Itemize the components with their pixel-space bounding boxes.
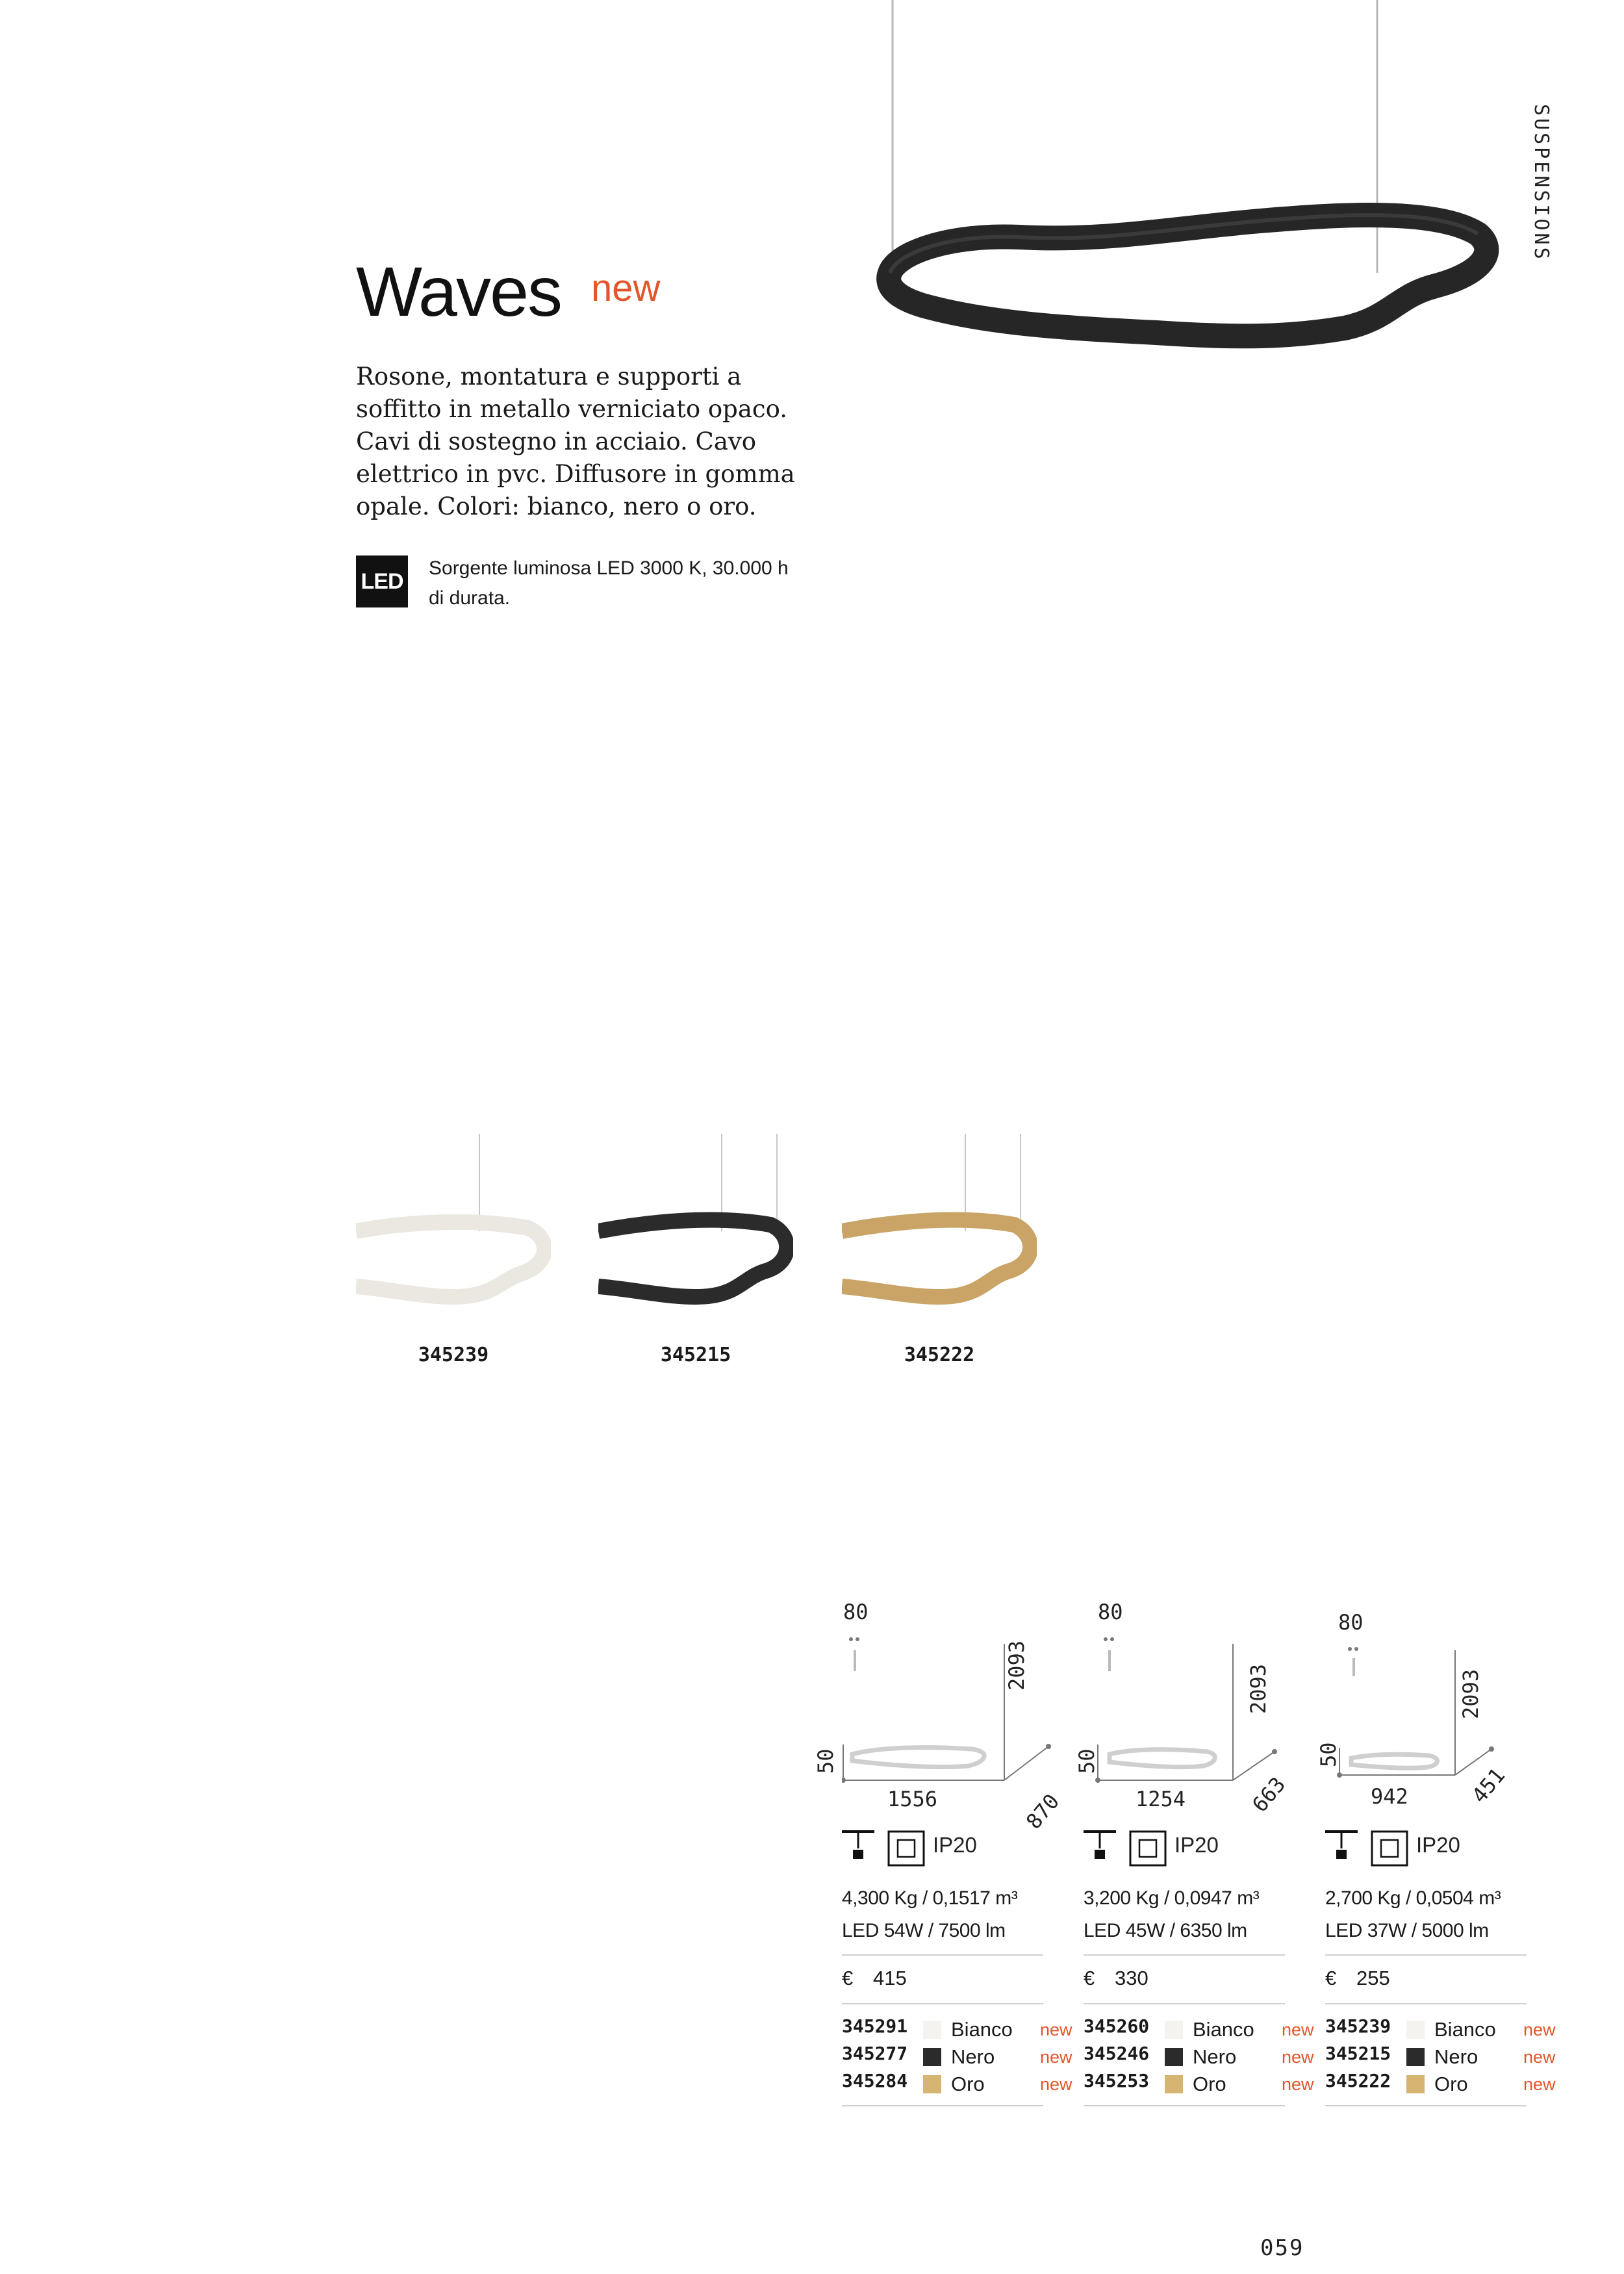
thumbnail-gold [842, 1134, 1037, 1322]
variant-row [842, 2041, 1089, 2069]
divider [1084, 2003, 1285, 2004]
variant-row [1325, 2069, 1572, 2096]
dim-depth: 451 [1467, 1763, 1510, 1808]
price-value: 415 [873, 1967, 907, 1989]
variant-row [1325, 2041, 1572, 2069]
currency: € [842, 1967, 854, 1989]
variant-color: Nero [1193, 2045, 1237, 2068]
icon-row [1325, 1829, 1559, 1868]
color-swatch [923, 2075, 941, 2093]
dim-canopy: 80 [1338, 1610, 1364, 1635]
variant-row [1084, 2069, 1330, 2096]
variant-row [1084, 2041, 1330, 2069]
color-swatch [1165, 2075, 1183, 2093]
dim-thickness: 50 [1074, 1748, 1099, 1774]
new-badge: new [1040, 2020, 1072, 2039]
variant-color: Oro [1434, 2073, 1468, 2095]
variant-code: 345239 [1325, 2015, 1391, 2037]
led-source-text: Sorgente luminosa LED 3000 K, 30.000 h di durata. [429, 557, 789, 609]
variant-row [1325, 2014, 1572, 2041]
color-swatch [1406, 2075, 1425, 2093]
dim-canopy: 80 [1098, 1600, 1123, 1624]
variant-color: Bianco [951, 2018, 1013, 2041]
variant-code: 345215 [1325, 2043, 1391, 2064]
ip-rating: IP20 [1174, 1833, 1219, 1857]
power-output: LED 37W / 5000 lm [1325, 1920, 1489, 1941]
dimension-diagram [842, 1598, 1076, 1826]
thumbnail-code: 345222 [904, 1344, 975, 1366]
page-number: 059 [1260, 2235, 1304, 2261]
dim-height: 2093 [1458, 1668, 1483, 1719]
variant-list [1325, 2014, 1572, 2096]
new-badge: new [1523, 2020, 1556, 2039]
divider [842, 2003, 1043, 2004]
thumbnail-code: 345215 [660, 1344, 731, 1366]
divider [1325, 1954, 1527, 1956]
color-swatch [1165, 2048, 1183, 2066]
variant-row [842, 2014, 1089, 2041]
dim-thickness: 50 [1316, 1742, 1341, 1767]
variant-code: 345246 [1084, 2043, 1150, 2064]
currency: € [1325, 1967, 1337, 1989]
variant-color: Bianco [1434, 2018, 1496, 2041]
divider [842, 1954, 1043, 1956]
variant-code: 345284 [842, 2070, 908, 2091]
suspension-icon [1084, 1829, 1168, 1868]
variant-code: 345260 [1084, 2015, 1150, 2037]
divider [1084, 1954, 1285, 1956]
suspension-icon [842, 1829, 926, 1868]
new-badge: new [1282, 2075, 1314, 2094]
variant-color: Oro [951, 2073, 985, 2095]
power-output: LED 45W / 6350 lm [1084, 1920, 1247, 1941]
variant-code: 345277 [842, 2043, 908, 2064]
new-badge: new [1282, 2020, 1314, 2039]
divider [1325, 2003, 1527, 2004]
new-badge: new [1040, 2075, 1072, 2094]
price [842, 1967, 907, 1990]
spec-column [1316, 1598, 1559, 2118]
new-badge: new [1523, 2047, 1556, 2067]
color-swatch [1165, 2021, 1183, 2039]
dim-height: 2093 [1246, 1663, 1271, 1714]
new-badge: new [1523, 2075, 1556, 2094]
dim-canopy: 80 [843, 1600, 869, 1624]
color-swatch [1406, 2021, 1425, 2039]
variant-code: 345291 [842, 2015, 908, 2037]
weight-volume: 4,300 Kg / 0,1517 m³ [842, 1887, 1018, 1909]
ip-rating: IP20 [1416, 1833, 1460, 1857]
dim-depth: 870 [1021, 1789, 1065, 1834]
product-title: Waves [356, 252, 562, 331]
price-value: 330 [1115, 1967, 1148, 1989]
color-swatch [923, 2048, 941, 2066]
title-new-badge: new [591, 267, 661, 309]
variant-color: Oro [1193, 2073, 1226, 2095]
dim-width: 942 [1371, 1784, 1408, 1809]
icon-row [842, 1829, 1076, 1868]
variant-color: Bianco [1193, 2018, 1254, 2041]
dim-height: 2093 [1004, 1640, 1029, 1691]
currency: € [1084, 1967, 1095, 1989]
dim-width: 1556 [887, 1787, 938, 1811]
variant-list [842, 2014, 1089, 2096]
price [1325, 1967, 1390, 1990]
led-icon: LED [356, 556, 408, 607]
variant-color: Nero [951, 2045, 995, 2068]
weight-volume: 2,700 Kg / 0,0504 m³ [1325, 1887, 1501, 1909]
variant-list [1084, 2014, 1330, 2096]
icon-row [1084, 1829, 1317, 1868]
variant-row [842, 2069, 1089, 2096]
divider [1325, 2105, 1527, 2106]
thumbnail-black [598, 1134, 793, 1322]
color-swatch [923, 2021, 941, 2039]
variant-color: Nero [1434, 2045, 1478, 2068]
product-description: Rosone, montatura e supporti a soffitto in metallo verniciato opaco. Cavi di sostegno in acciaio. Cavo elettrico in pvc. Diffusore in gomma opale. Colori: bianco, nero o oro. [356, 363, 795, 520]
divider [842, 2105, 1043, 2106]
section-tab: SUSPENSIONS [1530, 104, 1553, 262]
ip-rating: IP20 [933, 1833, 977, 1857]
new-badge: new [1040, 2047, 1072, 2067]
variant-code: 345222 [1325, 2070, 1391, 2091]
variant-code: 345253 [1084, 2070, 1150, 2091]
thumbnail-code: 345239 [418, 1344, 489, 1366]
color-swatch [1406, 2048, 1425, 2066]
dim-width: 1254 [1136, 1787, 1186, 1811]
dim-thickness: 50 [813, 1748, 838, 1774]
thumbnail-white [356, 1134, 551, 1322]
dim-depth: 663 [1247, 1772, 1291, 1817]
spec-column [1074, 1598, 1317, 2118]
price [1084, 1967, 1148, 1990]
divider [1084, 2105, 1285, 2106]
price-value: 255 [1356, 1967, 1390, 1989]
spec-column [813, 1598, 1076, 2118]
suspension-icon [1325, 1829, 1410, 1868]
new-badge: new [1282, 2047, 1314, 2067]
power-output: LED 54W / 7500 lm [842, 1920, 1006, 1941]
weight-volume: 3,200 Kg / 0,0947 m³ [1084, 1887, 1260, 1909]
hero-product-image [870, 0, 1507, 403]
variant-row [1084, 2014, 1330, 2041]
